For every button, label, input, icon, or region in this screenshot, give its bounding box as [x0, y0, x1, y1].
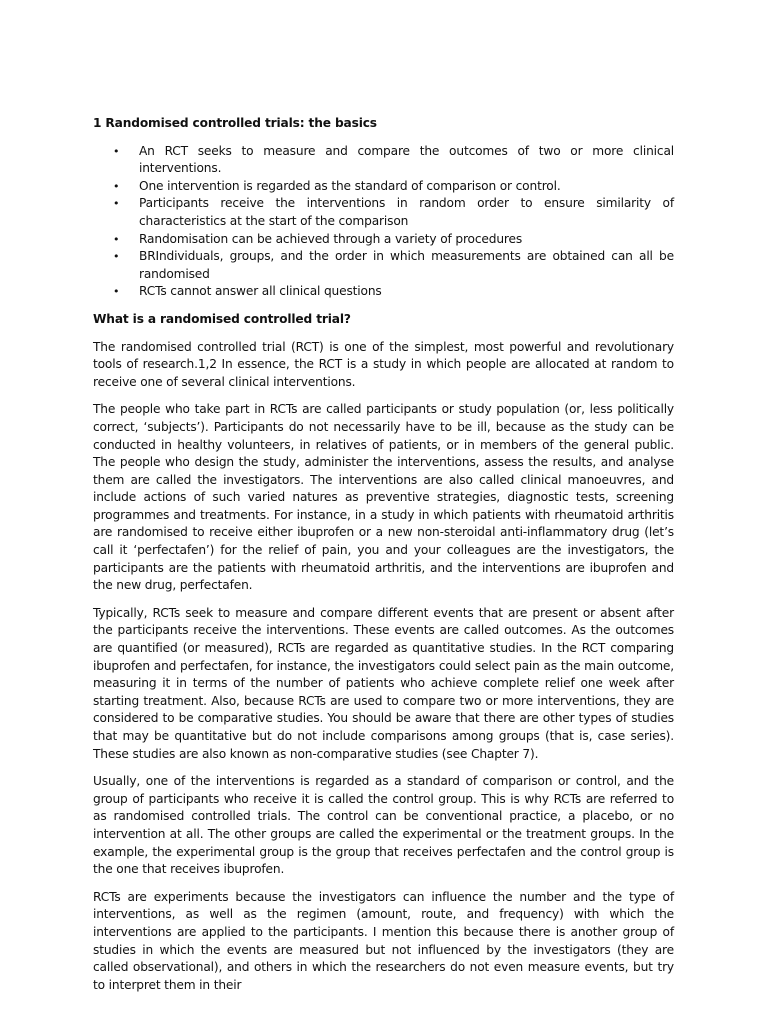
- list-item: [93, 231, 674, 249]
- list-item-text: Randomisation can be achieved through a variety of procedures: [139, 231, 523, 246]
- paragraph-definition: The randomised controlled trial (RCT) is one of the simplest, most powerful and revolutionary tools of research.1,2 In essence, the RCT is a study in which people are allocated at random to receive one of several clinical interventions.: [93, 339, 674, 389]
- key-points-list: [93, 143, 674, 301]
- document-page: [93, 115, 674, 1004]
- section-title: 1 Randomised controlled trials: the basics: [93, 116, 377, 130]
- bullet-icon: •: [113, 232, 120, 246]
- bullet-icon: •: [113, 250, 120, 264]
- paragraph-outcomes: Typically, RCTs seek to measure and compare different events that are present or absent after the participants receive the interventions. These events are called outcomes. As the outcomes are quantified (or measured), RCTs are regarded as quantitative studies. In the RCT comparing ibuprofen and perfectafen, for instance, the investigators could select pain as the main outcome, measuring it in terms of the number of patients who achieve complete relief one week after starting treatment. Also, because RCTs are used to compare two or more interventions, they are considered to be comparative studies. You should be aware that there are other types of studies that may be quantitative but do not include comparisons among groups (that is, case series). These studies are also known as non-comparative studies (see Chapter 7).: [93, 605, 674, 761]
- paragraph-participants: The people who take part in RCTs are called participants or study population (or, less politically correct, ‘subjects’). Participants do not necessarily have to be ill, because as the study can be conducted in healthy volunteers, in relatives of patients, or in members of the general public. The people who design the study, administer the interventions, assess the results, and analyse them are called the investigators. The interventions are also called clinical manoeuvres, and include actions of such varied natures as preventive strategies, diagnostic tests, screening programmes and treatments. For instance, in a study in which patients with rheumatoid arthritis are randomised to receive either ibuprofen or a new non-steroidal anti-inflammatory drug (let’s call it ‘perfectafen’) for the relief of pain, you and your colleagues are the investigators, the participants are the patients with rheumatoid arthritis, and the interventions are ibuprofen and the new drug, perfectafen.: [93, 402, 674, 593]
- list-item: [93, 143, 674, 178]
- list-item: [93, 195, 674, 230]
- list-item: [93, 248, 674, 283]
- paragraph-experiments: RCTs are experiments because the investigators can influence the number and the type of interventions, as well as the regimen (amount, route, and frequency) with which the interventions are applied to the participants. I mention this because there is another group of studies in which the events are measured but not influenced by the investigators (they are called observational), and others in which the researchers do not even measure events, but try to interpret them in their: [93, 889, 674, 992]
- bullet-icon: •: [113, 144, 120, 158]
- bullet-icon: •: [113, 197, 120, 211]
- bullet-icon: •: [113, 285, 120, 299]
- list-item: [93, 283, 674, 301]
- list-item-text: BRIndividuals, groups, and the order in which measurements are obtained can all be randomised: [139, 249, 674, 281]
- list-item-text: One intervention is regarded as the standard of comparison or control.: [139, 178, 561, 193]
- list-item-text: An RCT seeks to measure and compare the outcomes of two or more clinical interventions.: [139, 143, 674, 176]
- list-item-text: RCTs cannot answer all clinical questions: [139, 284, 382, 299]
- bullet-icon: •: [113, 179, 120, 193]
- list-item: [93, 178, 674, 196]
- subsection-title: What is a randomised controlled trial?: [93, 311, 351, 326]
- list-item-text: Participants receive the interventions in random order to ensure similarity of characteristics at the start of the comparison: [139, 196, 674, 228]
- paragraph-control-group: Usually, one of the interventions is regarded as a standard of comparison or control, and the group of participants who receive it is called the control group. This is why RCTs are referred to as randomised controlled trials. The control can be conventional practice, a placebo, or no intervention at all. The other groups are called the experimental or the treatment groups. In the example, the experimental group is the group that receives perfectafen and the control group is the one that receives ibuprofen.: [93, 774, 674, 877]
